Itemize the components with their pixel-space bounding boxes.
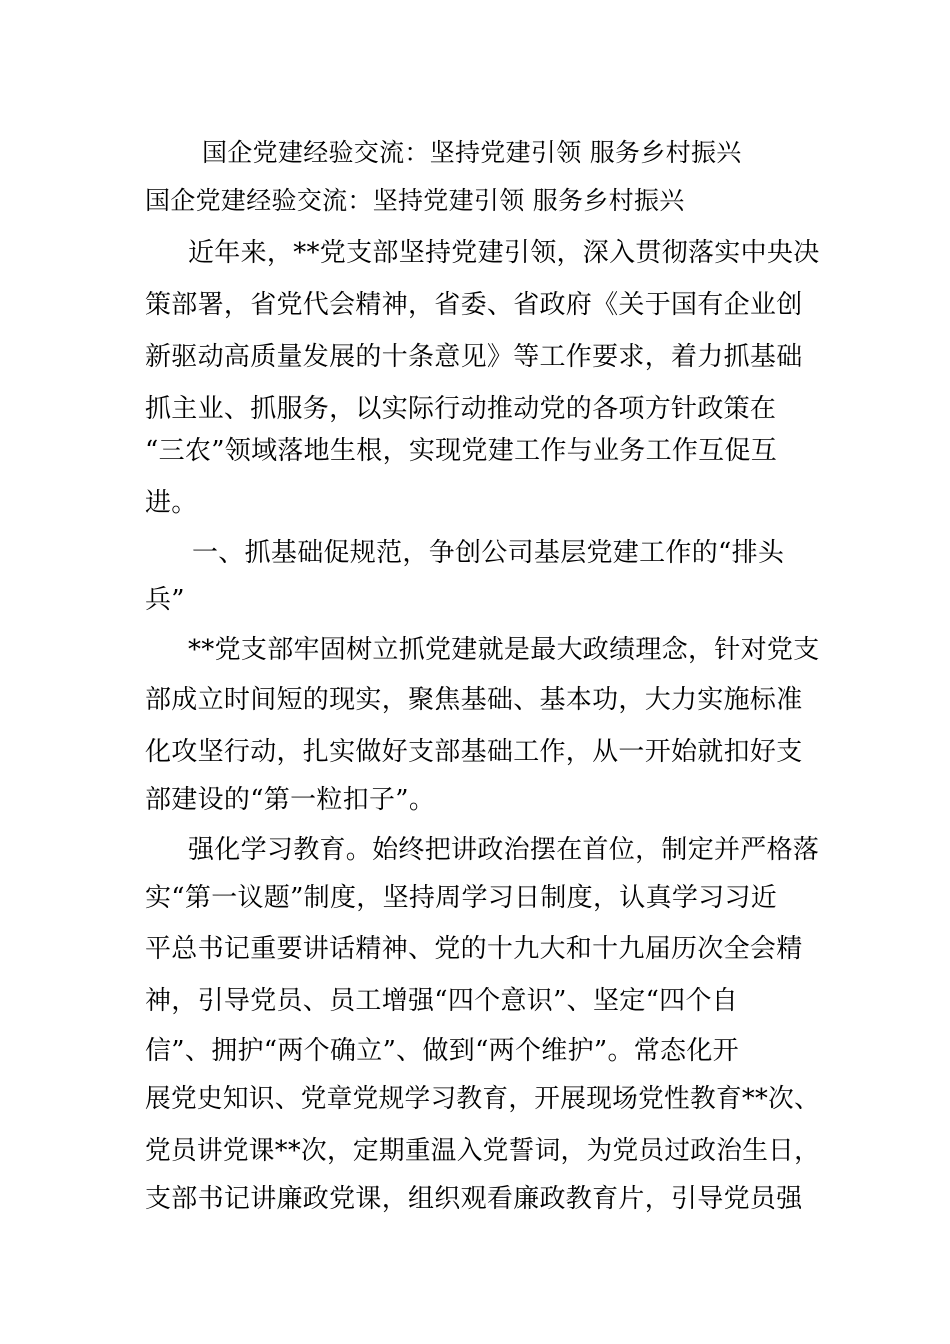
paragraph-line: 党员讲党课**次，定期重温入党誓词，为党员过政治生日， (145, 1136, 821, 1166)
paragraph-line: 策部署，省党代会精神，省委、省政府《关于国有企业创 (145, 290, 803, 320)
document-title: 国企党建经验交流：坚持党建引领 服务乡村振兴 (145, 186, 685, 215)
paragraph-line: 进。 (145, 488, 198, 518)
paragraph-line: 实“第一议题”制度，坚持周学习日制度，认真学习习近 (145, 883, 778, 913)
document-title-header: 国企党建经验交流：坚持党建引领 服务乡村振兴 (202, 138, 742, 167)
paragraph-line: 抓主业、抓服务，以实际行动推动党的各项方针政策在 (145, 394, 777, 424)
paragraph-line: 近年来，**党支部坚持党建引领，深入贯彻落实中央决 (188, 238, 820, 268)
paragraph-line: 化攻坚行动，扎实做好支部基础工作，从一开始就扣好支 (145, 737, 803, 767)
section-heading-line: 一、抓基础促规范，争创公司基层党建工作的“排头 (192, 538, 785, 568)
paragraph-line: “三农”领域落地生根，实现党建工作与业务工作互促互 (145, 436, 778, 466)
section-heading-line: 兵” (145, 585, 185, 615)
paragraph-line: 信”、拥护“两个确立”、做到“两个维护”。常态化开 (145, 1036, 739, 1066)
paragraph-line: 平总书记重要讲话精神、党的十九大和十九届历次全会精 (145, 934, 803, 964)
paragraph-line: 神，引导党员、员工增强“四个意识”、坚定“四个自 (145, 986, 739, 1016)
paragraph-line: **党支部牢固树立抓党建就是最大政绩理念，针对党支 (188, 635, 820, 665)
paragraph-line: 新驱动高质量发展的十条意见》等工作要求，着力抓基础 (145, 342, 803, 372)
paragraph-line: 展党史知识、党章党规学习教育，开展现场党性教育**次、 (145, 1084, 821, 1114)
paragraph-line: 强化学习教育。始终把讲政治摆在首位，制定并严格落 (188, 835, 820, 865)
paragraph-line: 部建设的“第一粒扣子”。 (145, 785, 436, 815)
paragraph-line: 部成立时间短的现实，聚焦基础、基本功，大力实施标准 (145, 685, 803, 715)
paragraph-line: 支部书记讲廉政党课，组织观看廉政教育片，引导党员强 (145, 1184, 803, 1214)
